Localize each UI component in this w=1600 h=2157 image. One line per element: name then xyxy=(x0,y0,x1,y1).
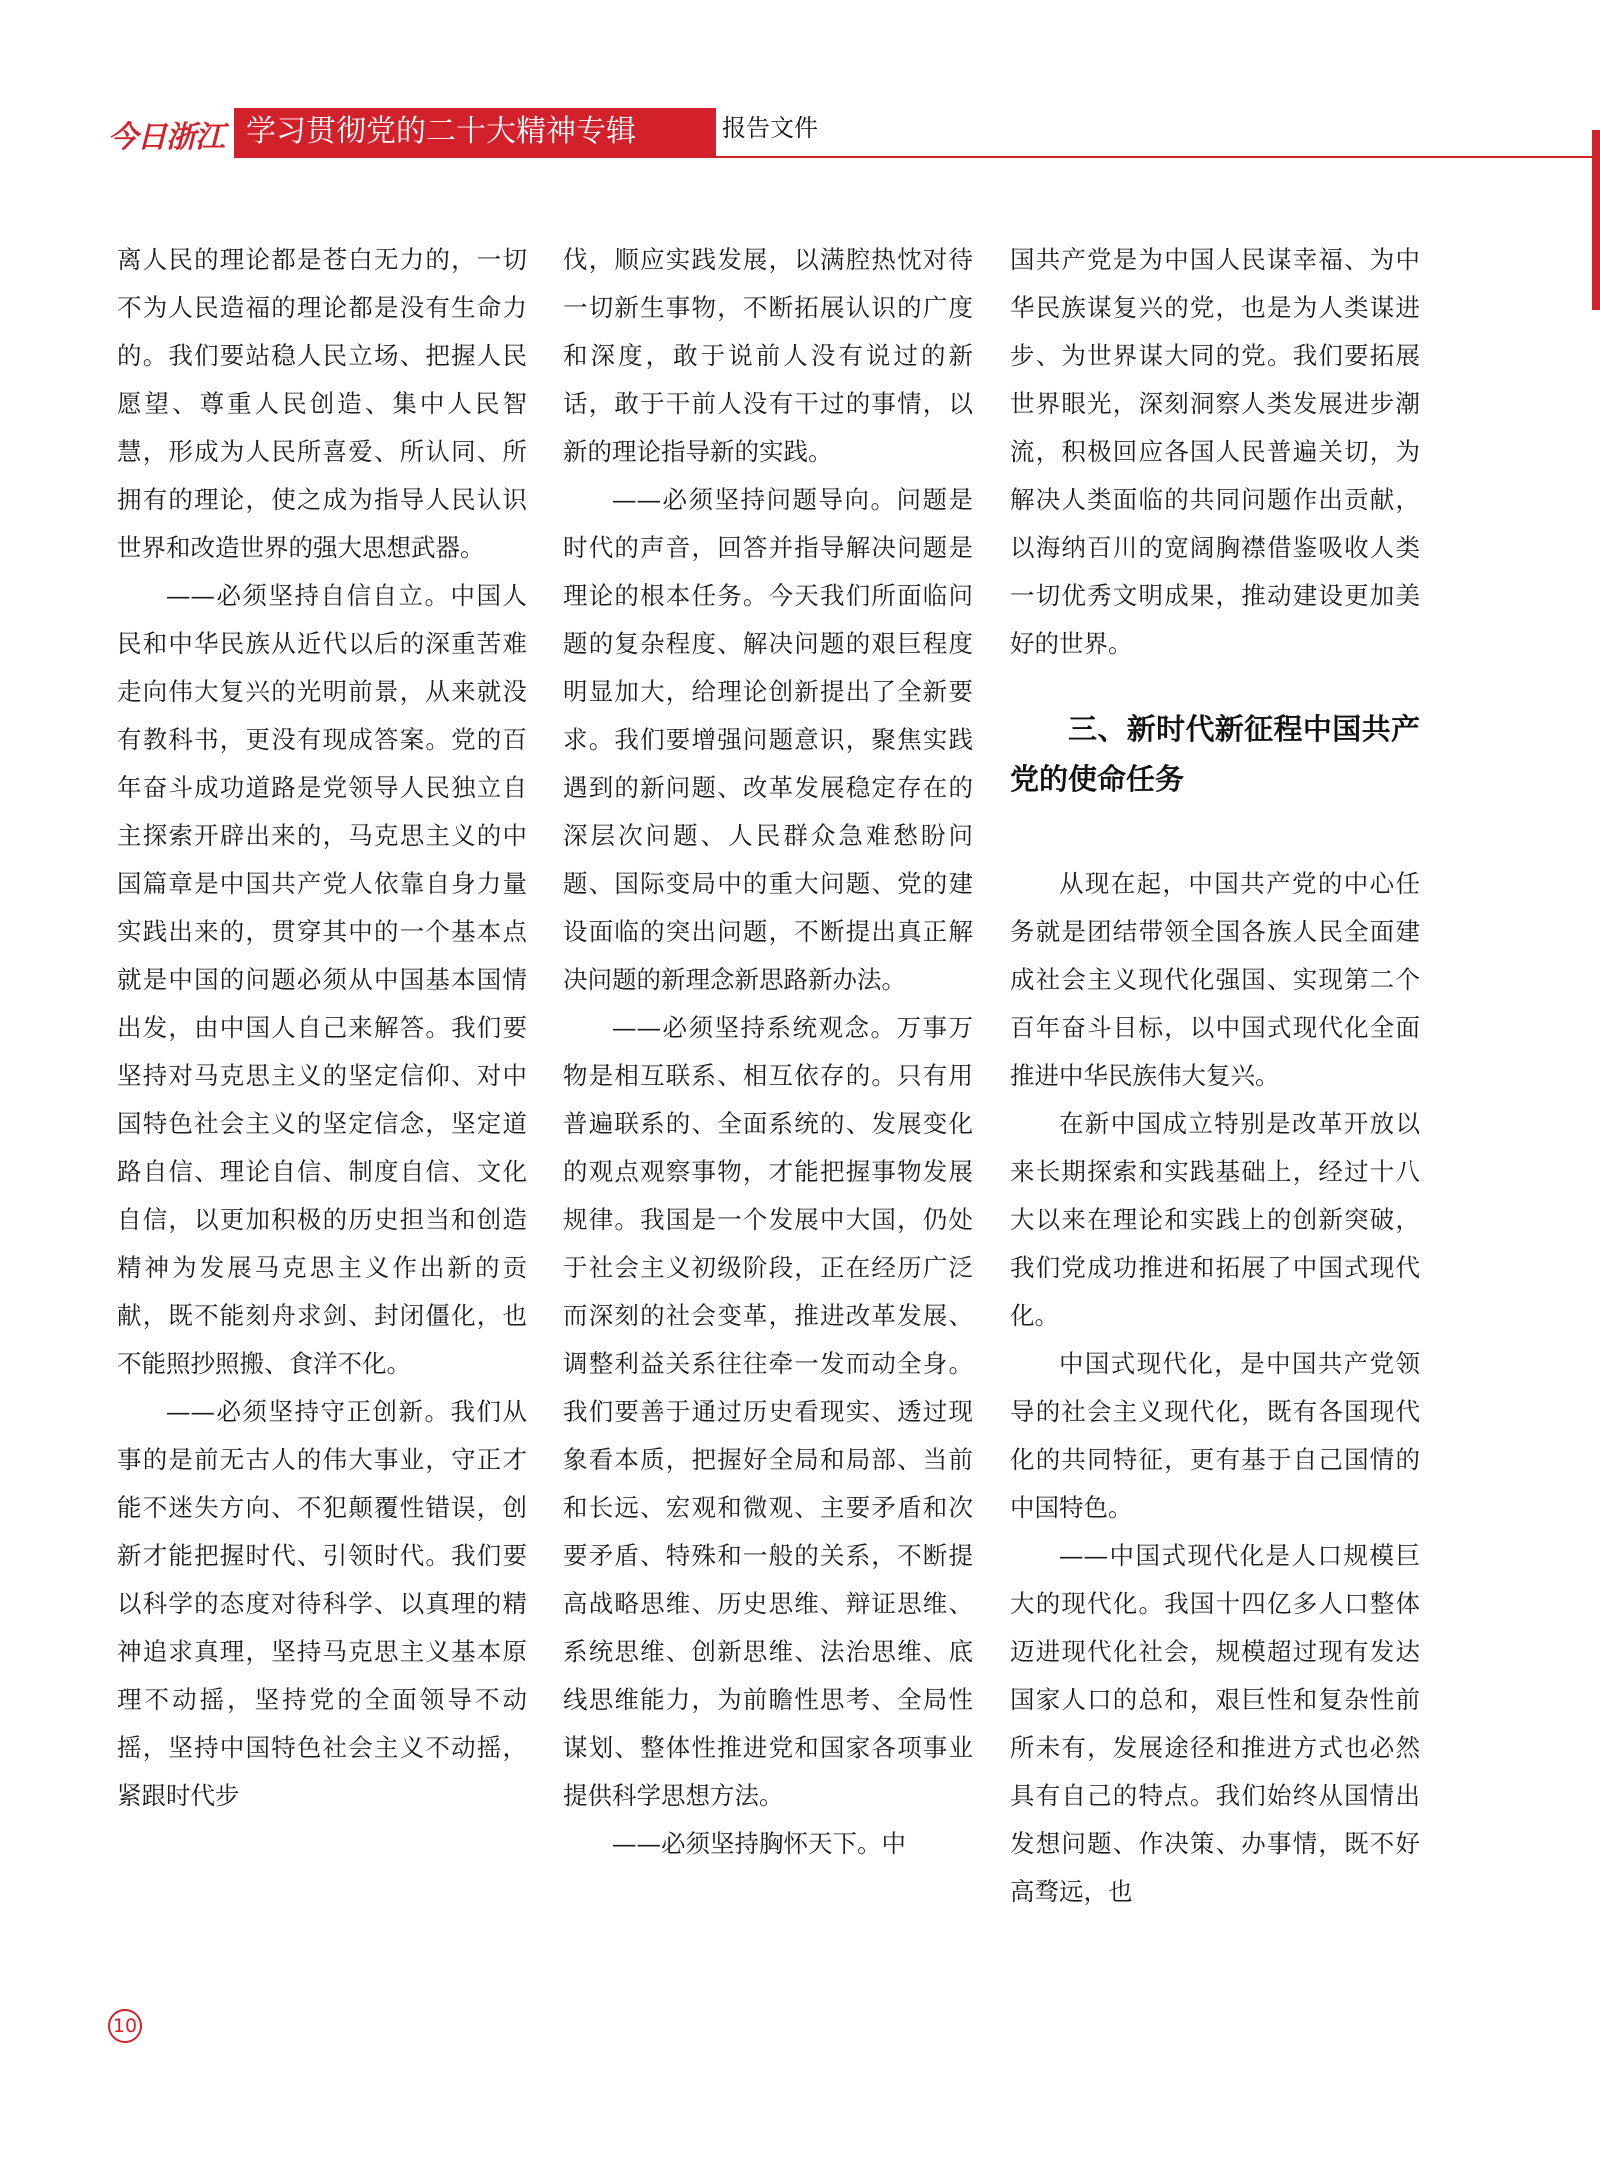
publication-logo: 今日浙江 xyxy=(108,120,224,155)
text-column-3 xyxy=(1010,236,1420,1916)
section-name: 报告文件 xyxy=(722,114,818,142)
paragraph: 在新中国成立特别是改革开放以来长期探索和实践基础上，经过十八大以来在理论和实践上的创新突破，我们党成功推进和拓展了中国式现代化。 xyxy=(1010,1109,1420,1330)
paragraph: 从现在起，中国共产党的中心任务就是团结带领全国各族人民全面建成社会主义现代化强国、实现第二个百年奋斗目标，以中国式现代化全面推进中华民族伟大复兴。 xyxy=(1010,869,1420,1090)
paragraph: ——必须坚持系统观念。万事万物是相互联系、相互依存的。只有用普遍联系的、全面系统的、发展变化的观点观察事物，才能把握事物发展规律。我国是一个发展中大国，仍处于社会主义初级阶段，正在经历广泛而深刻的社会变革，推进改革发展、调整利益关系往往牵一发而动全身。我们要善于通过历史看现实、透过现象看本质，把握好全局和局部、当前和长远、宏观和微观、主要矛盾和次要矛盾、特殊和一般的关系，不断提高战略思维、历史思维、辩证思维、系统思维、创新思维、法治思维、底线思维能力，为前瞻性思考、全局性谋划、整体性推进党和国家各项事业提供科学思想方法。 xyxy=(563,1013,973,1810)
page-number: 10 xyxy=(108,2009,142,2043)
paragraph: ——必须坚持守正创新。我们从事的是前无古人的伟大事业，守正才能不迷失方向、不犯颠覆性错误，创新才能把握时代、引领时代。我们要以科学的态度对待科学、以真理的精神追求真理，坚持马克思主义基本原理不动摇，坚持党的全面领导不动摇，坚持中国特色社会主义不动摇，紧跟时代步 xyxy=(117,1397,527,1810)
text-column-1 xyxy=(117,236,527,1820)
special-issue-title: 学习贯彻党的二十大精神专辑 xyxy=(234,108,716,156)
paragraph: ——中国式现代化是人口规模巨大的现代化。我国十四亿多人口整体迈进现代化社会，规模超过现有发达国家人口的总和，艰巨性和复杂性前所未有，发展途径和推进方式也必然具有自己的特点。我们始终从国情出发想问题、作决策、办事情，既不好高骛远，也 xyxy=(1010,1541,1420,1906)
page-header xyxy=(108,108,1600,158)
header-rule xyxy=(234,156,1600,158)
paragraph: ——必须坚持胸怀天下。中 xyxy=(612,1829,906,1858)
text-column-2 xyxy=(563,236,973,1868)
edge-accent-bar xyxy=(1592,130,1600,310)
paragraph: 离人民的理论都是苍白无力的，一切不为人民造福的理论都是没有生命力的。我们要站稳人民立场、把握人民愿望、尊重人民创造、集中人民智慧，形成为人民所喜爱、所认同、所拥有的理论，使之成为指导人民认识世界和改造世界的强大思想武器。 xyxy=(117,245,527,562)
paragraph: 中国式现代化，是中国共产党领导的社会主义现代化，既有各国现代化的共同特征，更有基于自己国情的中国特色。 xyxy=(1010,1349,1420,1522)
paragraph: 国共产党是为中国人民谋幸福、为中华民族谋复兴的党，也是为人类谋进步、为世界谋大同的党。我们要拓展世界眼光，深刻洞察人类发展进步潮流，积极回应各国人民普遍关切，为解决人类面临的共同问题作出贡献，以海纳百川的宽阔胸襟借鉴吸收人类一切优秀文明成果，推动建设更加美好的世界。 xyxy=(1010,245,1420,658)
paragraph: ——必须坚持自信自立。中国人民和中华民族从近代以后的深重苦难走向伟大复兴的光明前景，从来就没有教科书，更没有现成答案。党的百年奋斗成功道路是党领导人民独立自主探索开辟出来的，马克思主义的中国篇章是中国共产党人依靠自身力量实践出来的，贯穿其中的一个基本点就是中国的问题必须从中国基本国情出发，由中国人自己来解答。我们要坚持对马克思主义的坚定信仰、对中国特色社会主义的坚定信念，坚定道路自信、理论自信、制度自信、文化自信，以更加积极的历史担当和创造精神为发展马克思主义作出新的贡献，既不能刻舟求剑、封闭僵化，也不能照抄照搬、食洋不化。 xyxy=(117,581,527,1378)
paragraph: 伐，顺应实践发展，以满腔热忱对待一切新生事物，不断拓展认识的广度和深度，敢于说前人没有说过的新话，敢于干前人没有干过的事情，以新的理论指导新的实践。 xyxy=(563,245,973,466)
section-heading: 三、新时代新征程中国共产党的使命任务 xyxy=(1010,712,1420,796)
paragraph: ——必须坚持问题导向。问题是时代的声音，回答并指导解决问题是理论的根本任务。今天我们所面临问题的复杂程度、解决问题的艰巨程度明显加大，给理论创新提出了全新要求。我们要增强问题意识，聚焦实践遇到的新问题、改革发展稳定存在的深层次问题、人民群众急难愁盼问题、国际变局中的重大问题、党的建设面临的突出问题，不断提出真正解决问题的新理念新思路新办法。 xyxy=(563,485,973,994)
